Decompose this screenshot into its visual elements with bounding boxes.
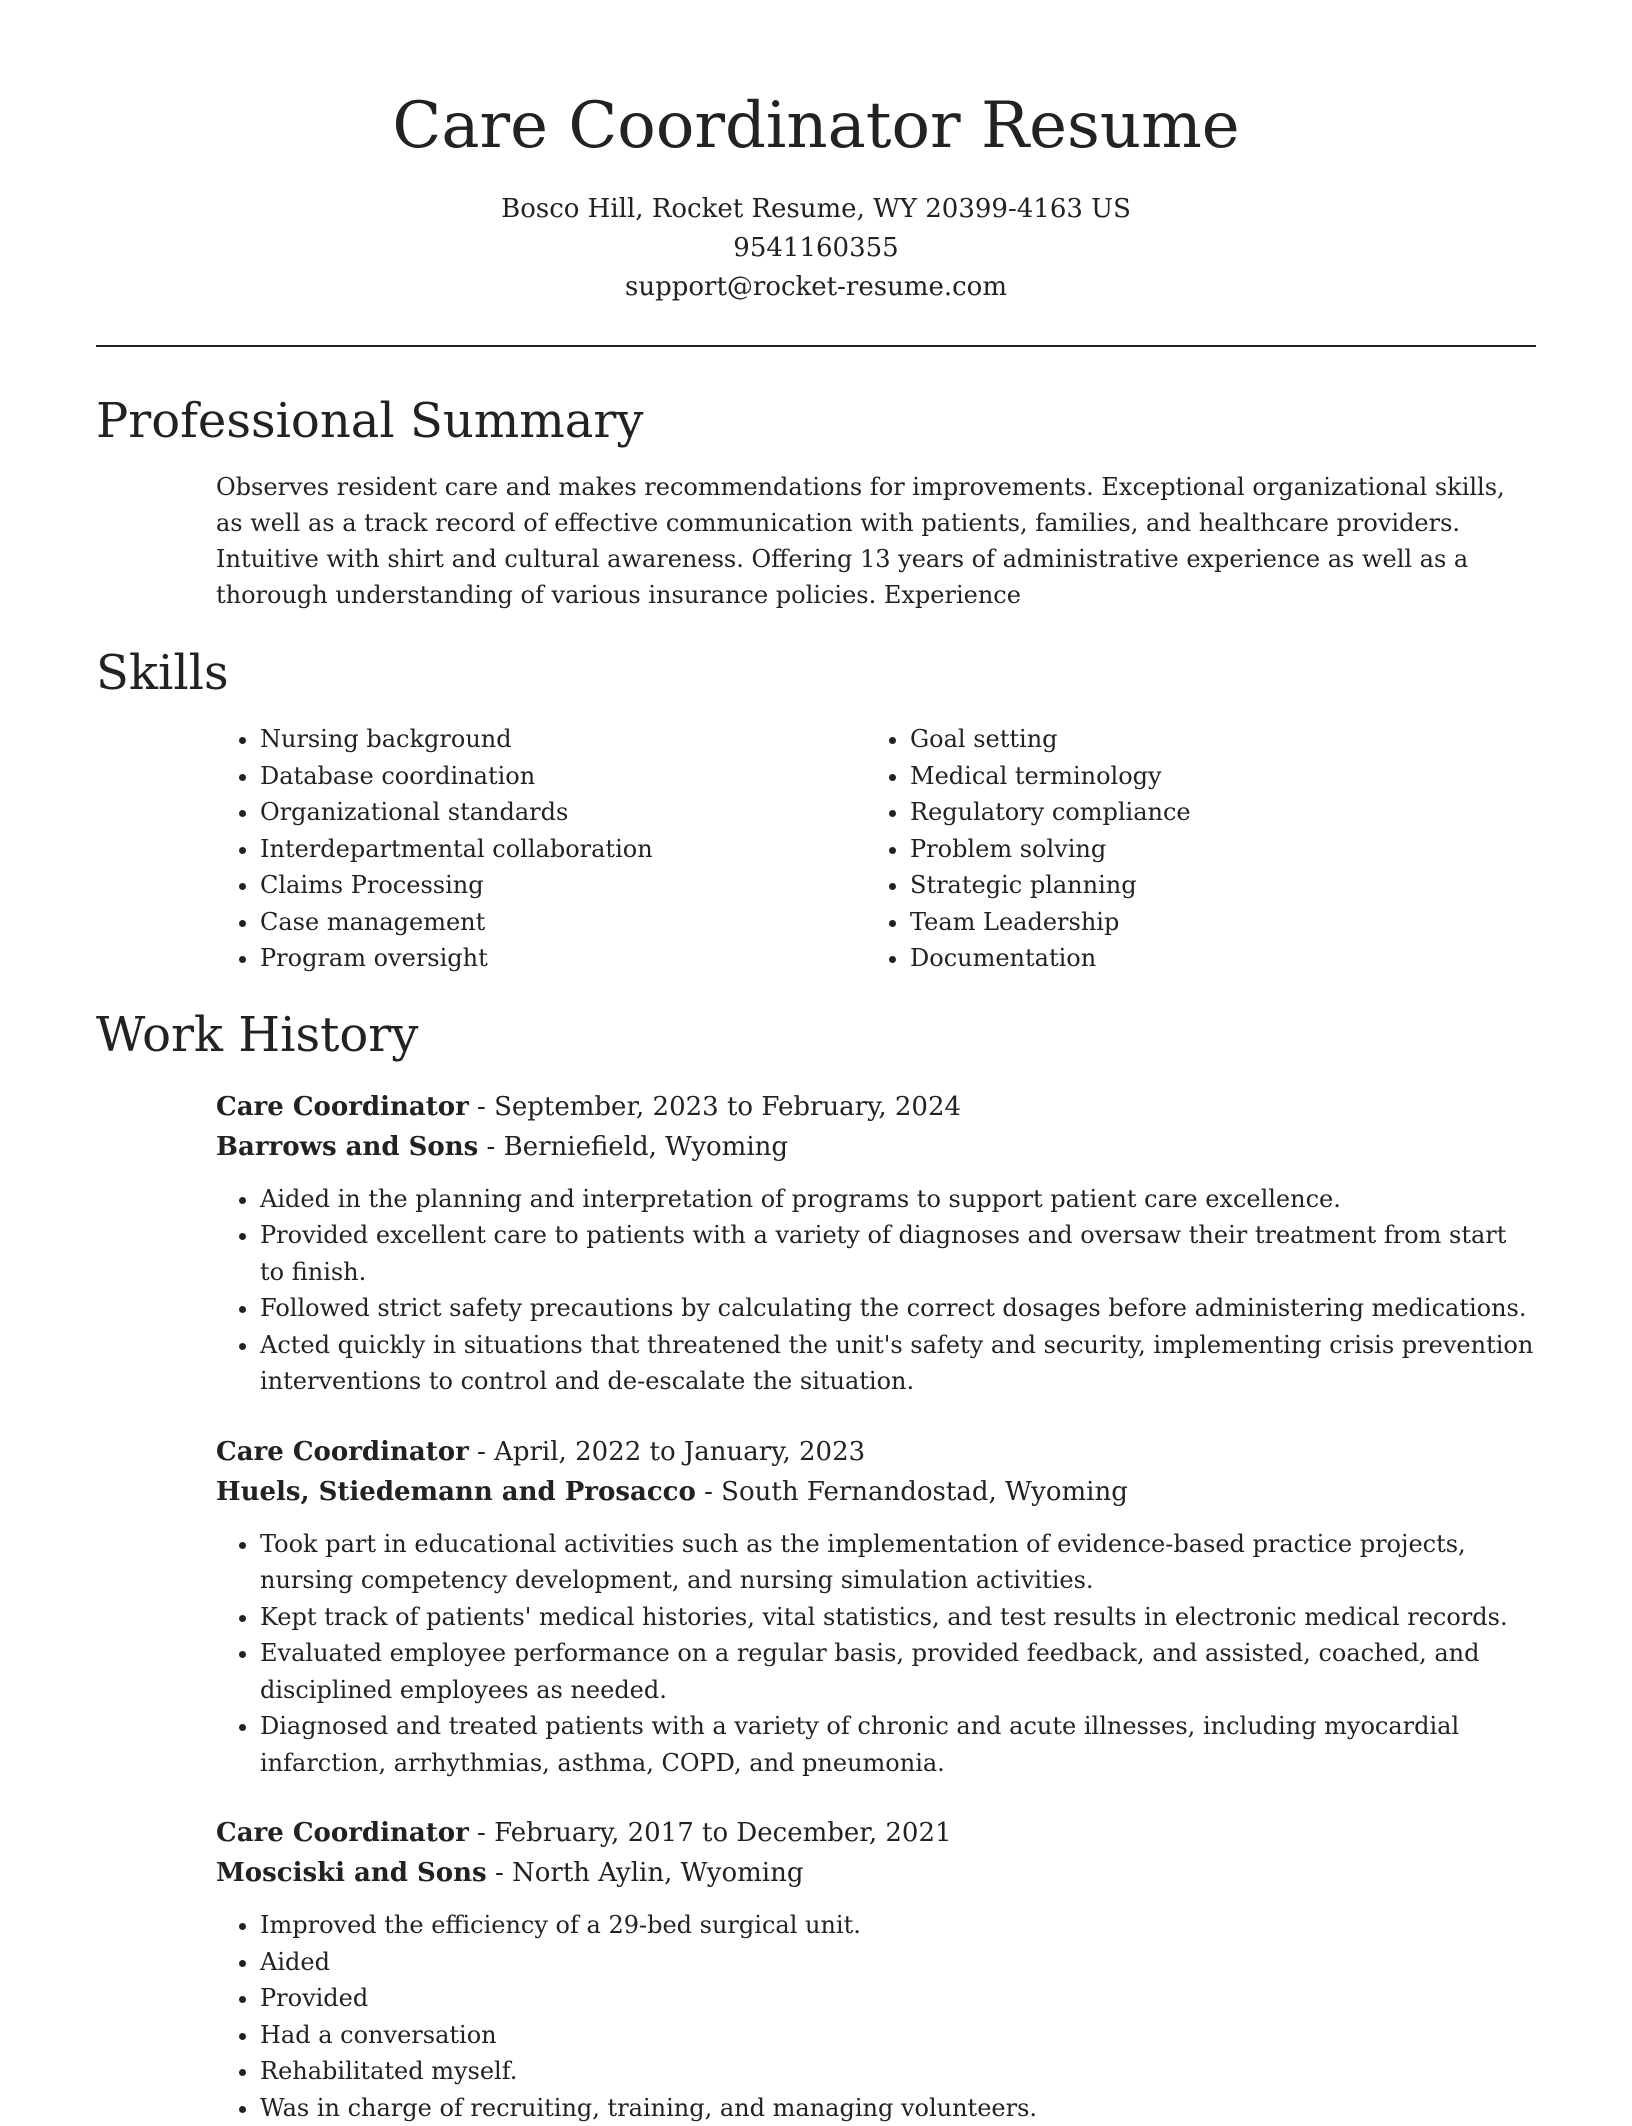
skills-column-left <box>216 721 866 977</box>
job-duties <box>216 1181 1536 1400</box>
job-duty: • Acted quickly in situations that threatened the unit's safety and security, implementing crisis prevention interventions to control and de-escalate the situation. <box>260 1327 1536 1400</box>
job-duty: • Evaluated employee performance on a regular basis, provided feedback, and assisted, coached, and disciplined employees as needed. <box>260 1635 1536 1708</box>
job-company: Barrows and Sons <box>216 1132 478 1162</box>
job-location: - Berniefield, Wyoming <box>478 1132 788 1162</box>
job-duty: • Diagnosed and treated patients with a variety of chronic and acute illnesses, including myocardial infarction, arrhythmias, asthma, COPD, and pneumonia. <box>260 1708 1536 1781</box>
resume-title: Care Coordinator Resume <box>96 86 1536 166</box>
work-history-heading: Work History <box>96 1005 1536 1065</box>
job-duty: • Provided <box>260 1980 1536 2017</box>
skills-list-right <box>866 721 1516 977</box>
job-company-line <box>216 1472 1536 1512</box>
job-dates: - February, 2017 to December, 2021 <box>469 1818 952 1848</box>
skills-list-left <box>216 721 866 977</box>
resume-header <box>96 0 1536 307</box>
job-location: - North Aylin, Wyoming <box>487 1858 804 1888</box>
skill-item: • Case management <box>260 904 866 941</box>
skill-item: • Organizational standards <box>260 794 866 831</box>
skill-item: • Medical terminology <box>910 758 1516 795</box>
skill-item: • Problem solving <box>910 831 1516 868</box>
job-duty: • Followed strict safety precautions by calculating the correct dosages before administering medications. <box>260 1290 1536 1327</box>
job-entry <box>216 1432 1536 1782</box>
resume-page <box>96 0 1536 2126</box>
job-role: Care Coordinator <box>216 1437 469 1467</box>
job-duty: • Aided in the planning and interpretation of programs to support patient care excellence. <box>260 1181 1536 1218</box>
skill-item: • Strategic planning <box>910 867 1516 904</box>
skill-item: • Interdepartmental collaboration <box>260 831 866 868</box>
job-dates: - September, 2023 to February, 2024 <box>469 1092 961 1122</box>
job-duty: • Took part in educational activities such as the implementation of evidence-based practice projects, nursing competency development, and nursing simulation activities. <box>260 1526 1536 1599</box>
skill-item: • Goal setting <box>910 721 1516 758</box>
skills-list <box>216 721 1536 977</box>
job-role-line <box>216 1432 1536 1472</box>
contact-address: Bosco Hill, Rocket Resume, WY 20399-4163 US <box>96 190 1536 229</box>
header-divider <box>96 345 1536 347</box>
summary-heading: Professional Summary <box>96 391 1536 451</box>
job-duty: • Was in charge of recruiting, training, and managing volunteers. <box>260 2090 1536 2126</box>
job-entry <box>216 1813 1536 2126</box>
job-duty: • Kept track of patients' medical histories, vital statistics, and test results in electronic medical records. <box>260 1599 1536 1636</box>
job-duty: • Provided excellent care to patients with a variety of diagnoses and oversaw their treatment from start to finish. <box>260 1217 1536 1290</box>
job-role: Care Coordinator <box>216 1818 469 1848</box>
summary-text: Observes resident care and makes recommendations for improvements. Exceptional organizational skills, as well as a track record of effective communication with patients, families, and healthcare providers. Intuitive with shirt and cultural awareness. Offering 13 years of administrative experience as well as a thorough understanding of various insurance policies. Experience <box>216 469 1536 613</box>
job-duties <box>216 1907 1536 2126</box>
job-duty: • Had a conversation <box>260 2017 1536 2054</box>
contact-phone: 9541160355 <box>96 229 1536 268</box>
contact-email: support@rocket-resume.com <box>96 268 1536 307</box>
contact-info <box>96 190 1536 307</box>
skill-item: • Nursing background <box>260 721 866 758</box>
job-dates: - April, 2022 to January, 2023 <box>469 1437 865 1467</box>
skill-item: • Team Leadership <box>910 904 1516 941</box>
job-company: Mosciski and Sons <box>216 1858 487 1888</box>
job-duty: • Rehabilitated myself. <box>260 2053 1536 2090</box>
skills-heading: Skills <box>96 643 1536 703</box>
skill-item: • Documentation <box>910 940 1516 977</box>
job-company: Huels, Stiedemann and Prosacco <box>216 1477 696 1507</box>
skill-item: • Claims Processing <box>260 867 866 904</box>
job-entry <box>216 1087 1536 1400</box>
job-company-line <box>216 1127 1536 1167</box>
skill-item: • Program oversight <box>260 940 866 977</box>
job-role-line <box>216 1087 1536 1127</box>
job-role: Care Coordinator <box>216 1092 469 1122</box>
skill-item: • Database coordination <box>260 758 866 795</box>
job-company-line <box>216 1853 1536 1893</box>
job-role-line <box>216 1813 1536 1853</box>
job-duty: • Improved the efficiency of a 29-bed surgical unit. <box>260 1907 1536 1944</box>
job-duties <box>216 1526 1536 1782</box>
skill-item: • Regulatory compliance <box>910 794 1516 831</box>
skills-column-right <box>866 721 1516 977</box>
job-location: - South Fernandostad, Wyoming <box>696 1477 1128 1507</box>
job-duty: • Aided <box>260 1944 1536 1981</box>
